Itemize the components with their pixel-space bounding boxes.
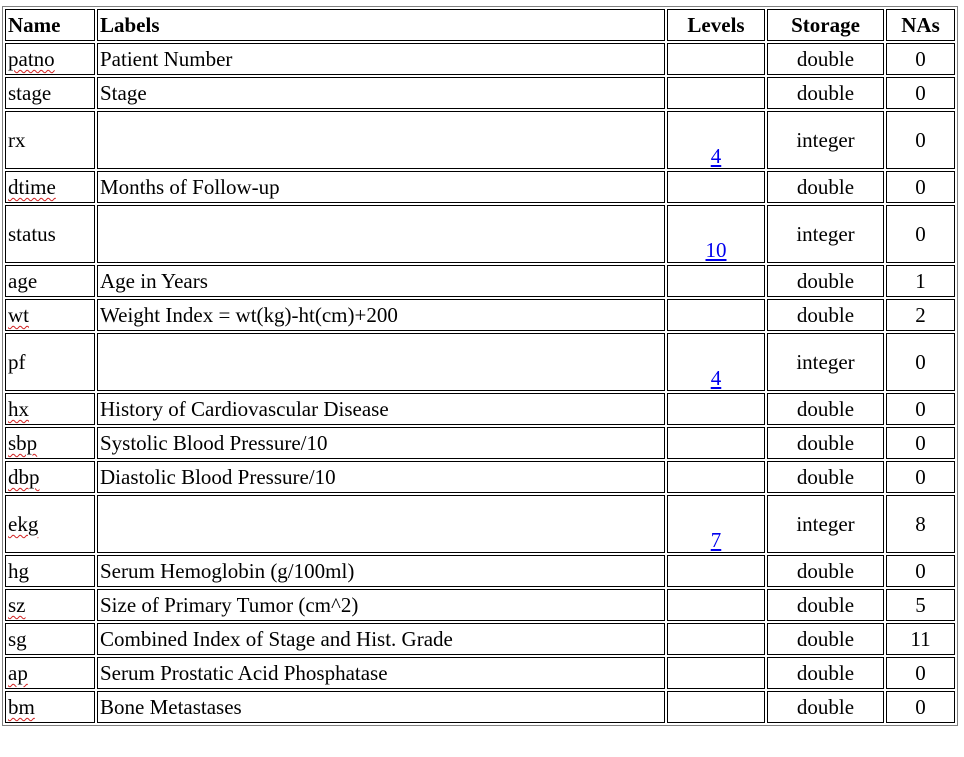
levels-link[interactable]: 4 — [710, 366, 722, 390]
cell-na-count: 0 — [886, 77, 955, 109]
column-header-storage: Storage — [767, 9, 884, 41]
cell-variable-label — [97, 333, 665, 391]
variable-name-text: status — [8, 222, 56, 246]
cell-variable-name — [5, 171, 95, 203]
cell-storage-type: double — [767, 43, 884, 75]
cell-variable-label: Size of Primary Tumor (cm^2) — [97, 589, 665, 621]
table-row — [5, 265, 955, 297]
cell-na-count: 0 — [886, 333, 955, 391]
table-row — [5, 461, 955, 493]
column-header-nas: NAs — [886, 9, 955, 41]
cell-variable-name — [5, 393, 95, 425]
cell-variable-name — [5, 495, 95, 553]
cell-na-count: 0 — [886, 657, 955, 689]
cell-variable-label: History of Cardiovascular Disease — [97, 393, 665, 425]
cell-na-count: 5 — [886, 589, 955, 621]
table-row — [5, 333, 955, 391]
variable-name-text: sz — [8, 593, 26, 617]
cell-storage-type: integer — [767, 495, 884, 553]
variable-name-text: age — [8, 269, 38, 293]
variable-name-text: wt — [8, 303, 29, 327]
levels-link[interactable]: 10 — [705, 238, 727, 262]
variable-name-text: patno — [8, 47, 55, 71]
table-row — [5, 205, 955, 263]
cell-variable-name — [5, 691, 95, 723]
cell-levels — [667, 555, 765, 587]
cell-levels — [667, 427, 765, 459]
cell-variable-name — [5, 43, 95, 75]
cell-levels — [667, 205, 765, 263]
cell-variable-label: Age in Years — [97, 265, 665, 297]
cell-storage-type: double — [767, 623, 884, 655]
cell-levels — [667, 495, 765, 553]
cell-levels — [667, 461, 765, 493]
table-row — [5, 299, 955, 331]
cell-variable-label: Combined Index of Stage and Hist. Grade — [97, 623, 665, 655]
cell-storage-type: double — [767, 589, 884, 621]
cell-variable-name — [5, 461, 95, 493]
cell-storage-type: double — [767, 427, 884, 459]
levels-link[interactable]: 7 — [710, 528, 722, 552]
table-row — [5, 691, 955, 723]
cell-variable-label: Patient Number — [97, 43, 665, 75]
table-row — [5, 111, 955, 169]
variable-name-text: stage — [8, 81, 52, 105]
cell-variable-label — [97, 111, 665, 169]
table-row — [5, 589, 955, 621]
cell-na-count: 2 — [886, 299, 955, 331]
levels-link[interactable]: 4 — [710, 144, 722, 168]
cell-variable-name — [5, 555, 95, 587]
cell-variable-name — [5, 77, 95, 109]
cell-storage-type: integer — [767, 333, 884, 391]
cell-na-count: 0 — [886, 691, 955, 723]
cell-storage-type: integer — [767, 205, 884, 263]
table-row — [5, 393, 955, 425]
cell-levels — [667, 171, 765, 203]
table-row — [5, 555, 955, 587]
variable-name-text: bm — [8, 695, 35, 719]
cell-na-count: 0 — [886, 393, 955, 425]
cell-variable-name — [5, 589, 95, 621]
column-header-name: Name — [5, 9, 95, 41]
column-header-labels: Labels — [97, 9, 665, 41]
cell-levels — [667, 299, 765, 331]
cell-variable-name — [5, 333, 95, 391]
cell-storage-type: double — [767, 171, 884, 203]
table-row — [5, 495, 955, 553]
cell-variable-label — [97, 205, 665, 263]
cell-levels — [667, 589, 765, 621]
cell-levels — [667, 77, 765, 109]
contents-table-wrapper — [2, 6, 958, 726]
variable-name-text: ekg — [8, 512, 39, 536]
variable-name-text: sbp — [8, 431, 38, 455]
cell-levels — [667, 691, 765, 723]
variable-name-text: hg — [8, 559, 29, 583]
cell-variable-name — [5, 427, 95, 459]
cell-storage-type: double — [767, 299, 884, 331]
cell-variable-label: Weight Index = wt(kg)-ht(cm)+200 — [97, 299, 665, 331]
cell-variable-label: Bone Metastases — [97, 691, 665, 723]
table-row — [5, 77, 955, 109]
cell-storage-type: integer — [767, 111, 884, 169]
variable-name-text: dbp — [8, 465, 40, 489]
cell-variable-name — [5, 657, 95, 689]
cell-variable-name — [5, 205, 95, 263]
cell-levels — [667, 393, 765, 425]
cell-na-count: 1 — [886, 265, 955, 297]
header-row — [5, 9, 955, 41]
cell-levels — [667, 333, 765, 391]
table-row — [5, 623, 955, 655]
cell-variable-label: Systolic Blood Pressure/10 — [97, 427, 665, 459]
cell-levels — [667, 657, 765, 689]
cell-na-count: 11 — [886, 623, 955, 655]
variable-contents-table — [2, 6, 958, 726]
cell-storage-type: double — [767, 265, 884, 297]
cell-variable-name — [5, 265, 95, 297]
cell-storage-type: double — [767, 461, 884, 493]
cell-na-count: 8 — [886, 495, 955, 553]
cell-levels — [667, 43, 765, 75]
variable-name-text: hx — [8, 397, 29, 421]
cell-storage-type: double — [767, 691, 884, 723]
cell-storage-type: double — [767, 77, 884, 109]
cell-storage-type: double — [767, 393, 884, 425]
cell-na-count: 0 — [886, 555, 955, 587]
cell-levels — [667, 623, 765, 655]
table-body — [5, 43, 955, 723]
variable-name-text: rx — [8, 128, 26, 152]
cell-na-count: 0 — [886, 461, 955, 493]
cell-na-count: 0 — [886, 111, 955, 169]
cell-variable-name — [5, 623, 95, 655]
variable-name-text: dtime — [8, 175, 56, 199]
cell-variable-label: Diastolic Blood Pressure/10 — [97, 461, 665, 493]
column-header-levels: Levels — [667, 9, 765, 41]
cell-na-count: 0 — [886, 427, 955, 459]
cell-storage-type: double — [767, 555, 884, 587]
cell-levels — [667, 265, 765, 297]
cell-na-count: 0 — [886, 43, 955, 75]
cell-variable-label: Stage — [97, 77, 665, 109]
cell-na-count: 0 — [886, 205, 955, 263]
cell-variable-name — [5, 299, 95, 331]
cell-variable-name — [5, 111, 95, 169]
table-row — [5, 171, 955, 203]
cell-variable-label: Serum Prostatic Acid Phosphatase — [97, 657, 665, 689]
cell-variable-label — [97, 495, 665, 553]
variable-name-text: sg — [8, 627, 27, 651]
cell-variable-label: Serum Hemoglobin (g/100ml) — [97, 555, 665, 587]
cell-na-count: 0 — [886, 171, 955, 203]
table-row — [5, 427, 955, 459]
table-row — [5, 657, 955, 689]
variable-name-text: ap — [8, 661, 28, 685]
cell-storage-type: double — [767, 657, 884, 689]
cell-variable-label: Months of Follow-up — [97, 171, 665, 203]
cell-levels — [667, 111, 765, 169]
table-row — [5, 43, 955, 75]
variable-name-text: pf — [8, 350, 26, 374]
